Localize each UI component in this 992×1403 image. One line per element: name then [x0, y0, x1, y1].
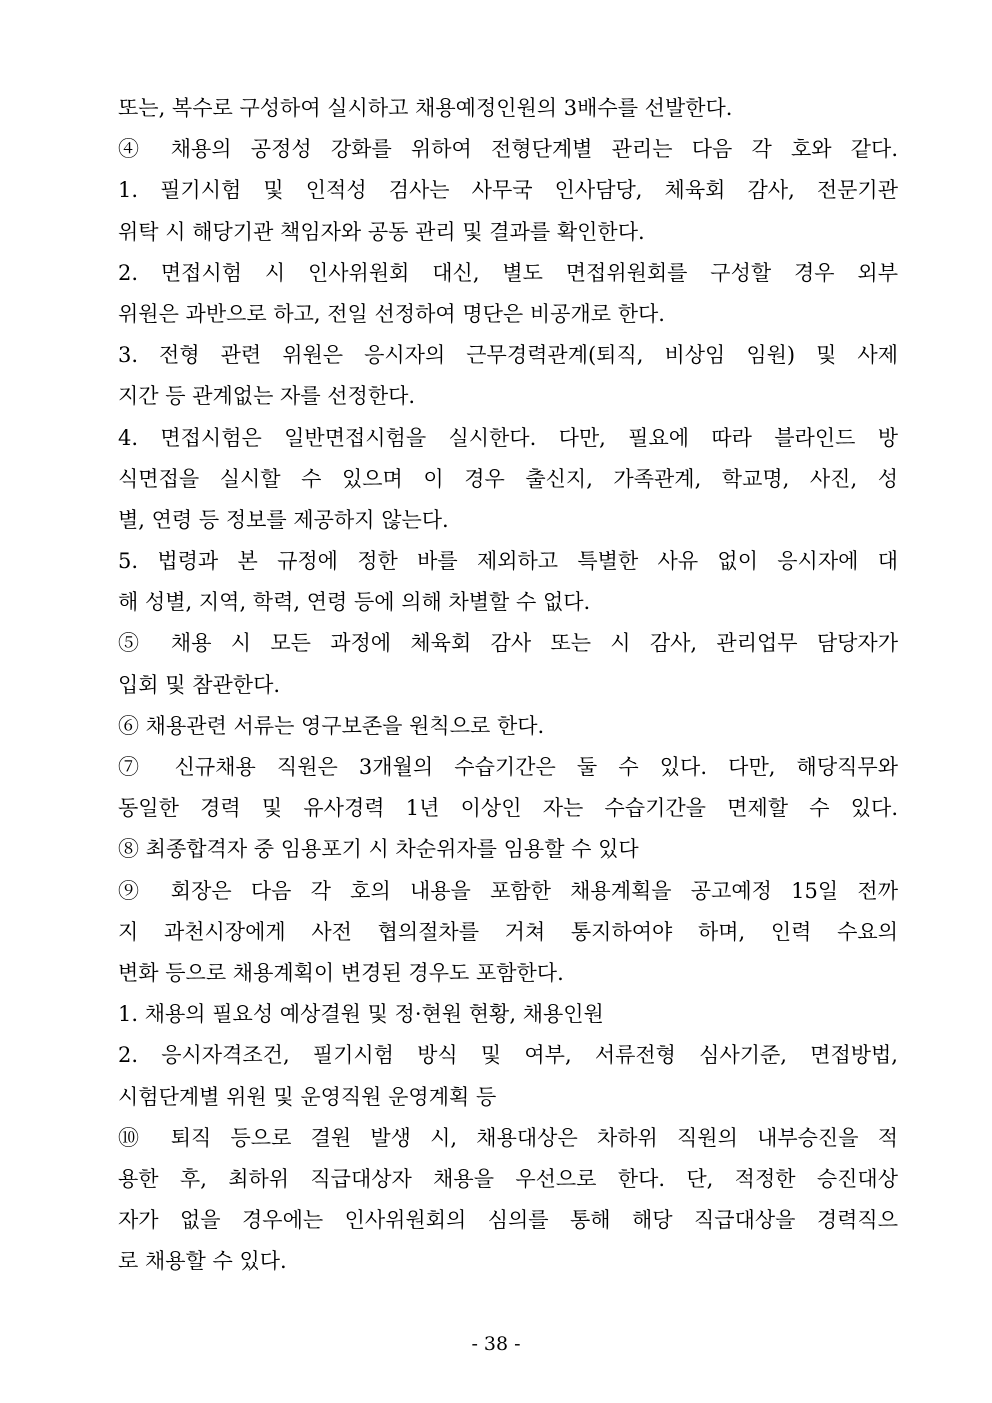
text-line: 2. 응시자격조건, 필기시험 방식 및 여부, 서류전형 심사기준, 면접방법,: [118, 1043, 898, 1068]
page-number: - 38 -: [471, 1333, 521, 1355]
text-line: 시험단계별 위원 및 운영직원 운영계획 등: [118, 1084, 497, 1109]
text-line: 4. 면접시험은 일반면접시험을 실시한다. 다만, 필요에 따라 블라인드 방: [118, 425, 898, 450]
text-line: ⑧ 최종합격자 중 임용포기 시 차순위자를 임용할 수 있다: [118, 837, 639, 862]
text-line: 해 성별, 지역, 학력, 연령 등에 의해 차별할 수 없다.: [118, 590, 591, 615]
document-body: [118, 88, 898, 1282]
text-line: 자가 없을 경우에는 인사위원회의 심의를 통해 해당 직급대상을 경력직으: [118, 1208, 898, 1233]
text-line: 지간 등 관계없는 자를 선정한다.: [118, 384, 416, 409]
text-line: 위원은 과반으로 하고, 전일 선정하여 명단은 비공개로 한다.: [118, 301, 665, 326]
text-line: ⑦ 신규채용 직원은 3개월의 수습기간은 둘 수 있다. 다만, 해당직무와: [118, 755, 898, 779]
text-line: 로 채용할 수 있다.: [118, 1249, 287, 1274]
text-line: ⑨ 회장은 다음 각 호의 내용을 포함한 채용계획을 공고예정 15일 전까: [118, 878, 898, 903]
text-line: ⑩ 퇴직 등으로 결원 발생 시, 채용대상은 차하위 직원의 내부승진을 적: [118, 1125, 898, 1150]
text-line: 용한 후, 최하위 직급대상자 채용을 우선으로 한다. 단, 적정한 승진대상: [118, 1166, 898, 1191]
text-line: 위탁 시 해당기관 책임자와 공동 관리 및 결과를 확인한다.: [118, 219, 645, 244]
text-line: 변화 등으로 채용계획이 변경된 경우도 포함한다.: [118, 960, 564, 985]
text-line: 1. 채용의 필요성 예상결원 및 정·현원 현황, 채용인원: [118, 1002, 604, 1027]
text-line: 1. 필기시험 및 인적성 검사는 사무국 인사담당, 체육회 감사, 전문기관: [118, 178, 898, 203]
text-line: 또는, 복수로 구성하여 실시하고 채용예정인원의 3배수를 선발한다.: [118, 96, 733, 120]
text-line: 별, 연령 등 정보를 제공하지 않는다.: [118, 507, 449, 532]
text-line: 2. 면접시험 시 인사위원회 대신, 별도 면접위원회를 구성할 경우 외부: [118, 260, 898, 285]
text-line: ⑥ 채용관련 서류는 영구보존을 원칙으로 한다.: [118, 713, 545, 738]
text-line: ④ 채용의 공정성 강화를 위하여 전형단계별 관리는 다음 각 호와 같다.: [118, 137, 898, 162]
text-line: 3. 전형 관련 위원은 응시자의 근무경력관계(퇴직, 비상임 임원) 및 사제: [118, 343, 898, 368]
text-line: 지 과천시장에게 사전 협의절차를 거쳐 통지하여야 하며, 인력 수요의: [118, 919, 898, 944]
text-line: 입회 및 참관한다.: [118, 672, 281, 697]
text-line: 5. 법령과 본 규정에 정한 바를 제외하고 특별한 사유 없이 응시자에 대: [118, 549, 898, 574]
text-line: ⑤ 채용 시 모든 과정에 체육회 감사 또는 시 감사, 관리업무 담당자가: [118, 631, 898, 656]
text-line: 식면접을 실시할 수 있으며 이 경우 출신지, 가족관계, 학교명, 사진, 성: [118, 466, 898, 491]
text-line: 동일한 경력 및 유사경력 1년 이상인 자는 수습기간을 면제할 수 있다.: [118, 796, 898, 821]
